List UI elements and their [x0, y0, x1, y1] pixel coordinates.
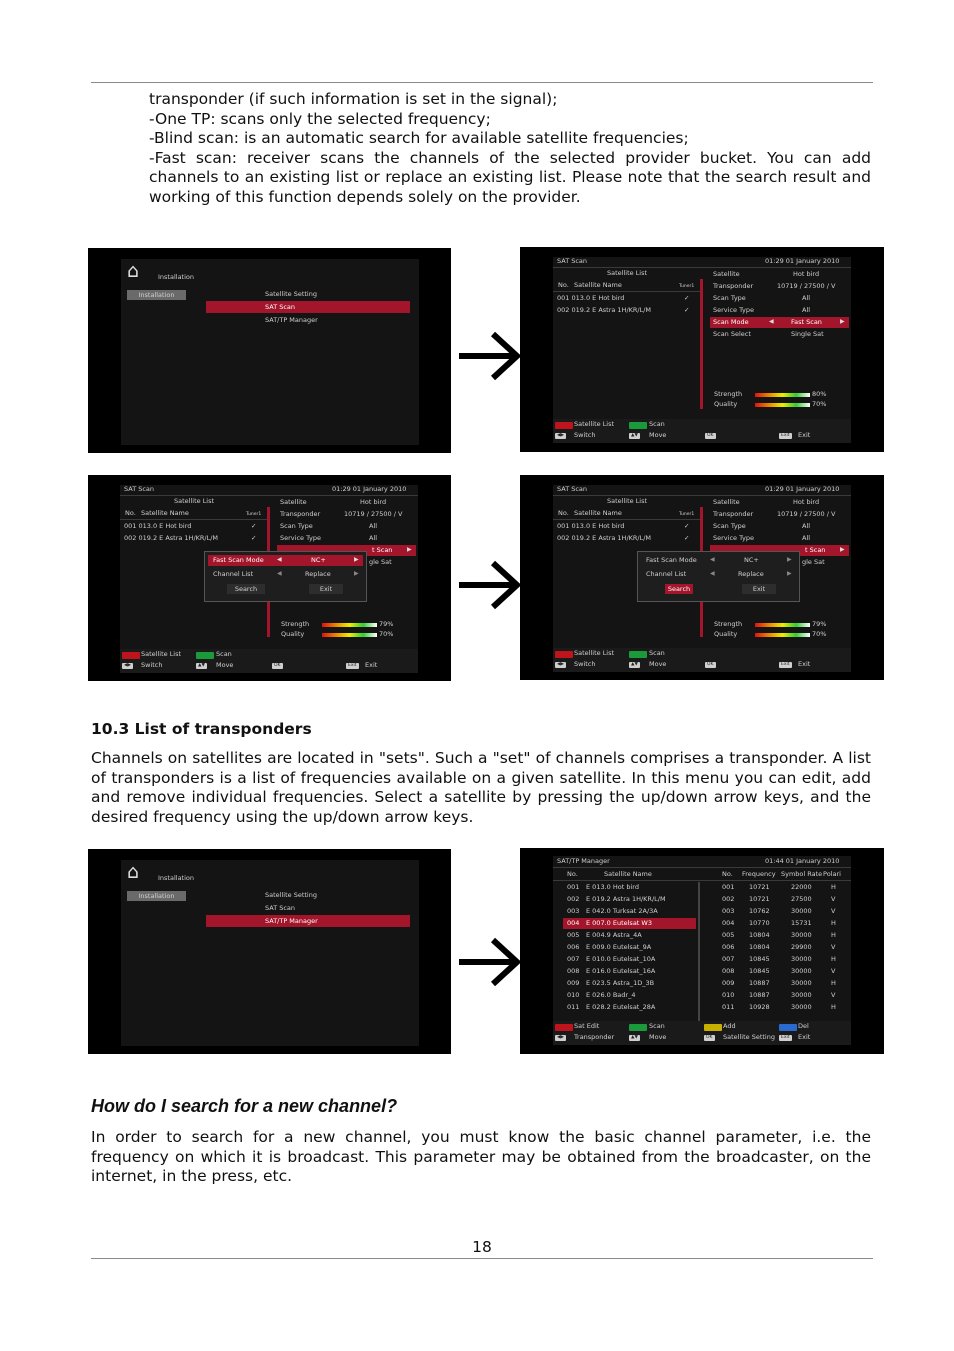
quality-value: 70% [812, 630, 827, 638]
param-satellite-key: Satellite [713, 270, 740, 278]
footer-scan: Scan [216, 650, 232, 658]
tuner-label: Tuner1 [679, 284, 695, 289]
quality-bar [755, 633, 810, 637]
tp-row-frequency[interactable]: 10887 [749, 979, 770, 987]
red-key-icon [555, 1024, 573, 1031]
col-no: No. [125, 509, 136, 517]
param-satellite-key: Satellite [280, 498, 307, 506]
param-scan-select-key: Scan Select [713, 330, 751, 338]
scan-options-text [149, 90, 871, 207]
fast-scan-dialog-screenshot-2 [520, 475, 884, 680]
dialog-search-button[interactable]: Search [227, 584, 265, 594]
tp-row-frequency[interactable]: 10928 [749, 1003, 770, 1011]
param-transponder-key: Transponder [713, 282, 754, 290]
arrow-icon [455, 330, 521, 382]
screen-datetime: 01:29 01 January 2010 [332, 485, 407, 493]
tp-row-polarity[interactable]: V [831, 895, 836, 903]
yellow-key-icon [704, 1024, 722, 1031]
satellite-row-number[interactable]: 004 [567, 919, 580, 927]
tp-row-polarity[interactable]: H [831, 883, 836, 891]
satellite-row-number[interactable]: 002 [567, 895, 580, 903]
green-key-icon [629, 651, 647, 658]
col-frequency: Frequency [742, 870, 776, 878]
fast-scan-mode-label[interactable]: Fast Scan Mode [646, 556, 697, 564]
param-satellite-value: Hot bird [793, 498, 820, 506]
screen-datetime: 01:29 01 January 2010 [765, 257, 840, 265]
col-no: No. [567, 870, 578, 878]
col-satellite-name: Satellite Name [574, 281, 622, 289]
installation-menu-screenshot-2 [88, 849, 451, 1054]
fast-scan-mode-value[interactable]: NC+ [311, 556, 326, 564]
tp-row-frequency[interactable]: 10721 [749, 883, 770, 891]
satellite-row-number[interactable]: 010 [567, 991, 580, 999]
strength-label: Strength [281, 620, 310, 628]
tp-row-frequency[interactable]: 10887 [749, 991, 770, 999]
footer-move: Move [649, 1033, 667, 1041]
tp-row-polarity[interactable]: H [831, 931, 836, 939]
satellite-row[interactable]: 001 013.0 E Hot bird [557, 522, 625, 530]
check-icon: ✓ [684, 522, 690, 530]
satellite-row-name[interactable]: E 004.9 Astra_4A [586, 931, 642, 939]
col-satellite-name: Satellite Name [574, 509, 622, 517]
satellite-row-number[interactable]: 008 [567, 967, 580, 975]
red-key-icon [555, 651, 573, 658]
footer-satellite-list: Satellite List [141, 650, 182, 658]
left-right-key-icon: ◀▶ [557, 1035, 564, 1040]
footer-move: Move [649, 431, 667, 439]
satellite-row-number[interactable]: 007 [567, 955, 580, 963]
section-heading: 10.3 List of transponders [91, 720, 312, 738]
left-arrow-icon[interactable]: ◀ [710, 570, 715, 577]
dialog-search-button[interactable]: Search [665, 584, 693, 594]
satellite-row-number[interactable]: 001 [567, 883, 580, 891]
screen-title: SAT/TP Manager [557, 857, 610, 865]
footer-switch: Switch [574, 660, 596, 668]
left-right-key-icon: ◀▶ [557, 662, 564, 667]
ok-key-chip: OK [274, 663, 281, 668]
footer-del: Del [798, 1022, 809, 1030]
green-key-icon [629, 1024, 647, 1031]
dialog-exit-button[interactable]: Exit [742, 584, 776, 594]
footer-exit: Exit [798, 431, 811, 439]
param-scan-type-key: Scan Type [280, 522, 313, 530]
tp-row-number[interactable]: 010 [722, 991, 735, 999]
fast-scan-dialog [204, 551, 367, 602]
tp-row-polarity[interactable]: V [831, 967, 836, 975]
footer-scan: Scan [649, 420, 665, 428]
satellite-row-number[interactable]: 011 [567, 1003, 580, 1011]
tp-row-frequency[interactable]: 10770 [749, 919, 770, 927]
satellite-row[interactable]: 002 019.2 E Astra 1H/KR/L/M [557, 306, 652, 314]
list-scrollbar[interactable] [700, 279, 703, 409]
up-down-key-icon: ▲▼ [631, 1035, 638, 1040]
param-transponder-value: 10719 / 27500 / V [777, 282, 836, 290]
channel-list-label[interactable]: Channel List [646, 570, 687, 578]
tuner-label: Tuner1 [246, 512, 262, 517]
param-scan-mode-key[interactable]: Scan Mode [713, 318, 749, 326]
channel-list-value[interactable]: Replace [738, 570, 764, 578]
tp-row-frequency[interactable]: 10804 [749, 943, 770, 951]
faq-heading: How do I search for a new channel? [91, 1096, 398, 1116]
footer-switch: Switch [574, 431, 596, 439]
tp-row-frequency[interactable]: 10804 [749, 931, 770, 939]
quality-label: Quality [281, 630, 305, 638]
red-key-icon [122, 652, 140, 659]
ok-key-chip: OK [707, 662, 714, 667]
partial-single-sat: gle Sat [802, 558, 825, 566]
col-no: No. [558, 509, 569, 517]
footer-scan: Scan [649, 1022, 665, 1030]
tp-row-symbol-rate[interactable]: 15731 [791, 919, 812, 927]
green-key-icon [629, 422, 647, 429]
right-arrow-icon: ▶ [840, 546, 845, 553]
param-transponder-value: 10719 / 27500 / V [344, 510, 403, 518]
text-line-1: transponder (if such information is set in the signal); [149, 90, 558, 108]
green-key-icon [196, 652, 214, 659]
footer-switch: Switch [141, 661, 163, 669]
tp-row-number[interactable]: 011 [722, 1003, 735, 1011]
param-service-type-value: All [369, 534, 378, 542]
satellite-list-title: Satellite List [174, 497, 215, 505]
side-installation-button[interactable]: Installation [127, 290, 186, 300]
tp-row-symbol-rate[interactable]: 30000 [791, 991, 812, 999]
col-polarity: Polari [823, 870, 841, 878]
menu-item-satellite-setting[interactable]: Satellite Setting [265, 290, 317, 298]
sat-tp-manager-screenshot [520, 848, 884, 1054]
tp-row-frequency[interactable]: 10845 [749, 967, 770, 975]
col-satellite-name: Satellite Name [604, 870, 652, 878]
tp-row-symbol-rate[interactable]: 30000 [791, 907, 812, 915]
left-right-key-icon: ◀▶ [124, 663, 131, 668]
exit-key-chip: Exit [348, 663, 357, 668]
text-line-4: -Fast scan: receiver scans the channels of the selected provider bucket. You can add channels to an existing list or replace an existing list. Please note that the search result and working of this function depends solely on the provider. [149, 148, 871, 206]
param-scan-select-value: Single Sat [791, 330, 824, 338]
quality-label: Quality [714, 400, 738, 408]
tp-row-symbol-rate[interactable]: 27500 [791, 895, 812, 903]
footer-scan: Scan [649, 649, 665, 657]
col-satellite-name: Satellite Name [141, 509, 189, 517]
tp-row-polarity[interactable]: H [831, 919, 836, 927]
check-icon: ✓ [251, 534, 257, 542]
strength-label: Strength [714, 390, 743, 398]
tp-row-number[interactable]: 007 [722, 955, 735, 963]
fast-scan-mode-label[interactable]: Fast Scan Mode [213, 556, 264, 564]
satellite-row-name[interactable]: E 042.0 Turksat 2A/3A [586, 907, 658, 915]
menu-title: Installation [158, 273, 195, 281]
exit-key-chip: Exit [781, 662, 790, 667]
menu-title: Installation [158, 874, 195, 882]
left-arrow-icon[interactable]: ◀ [277, 570, 282, 577]
tp-row-polarity[interactable]: V [831, 907, 836, 915]
faq-body: In order to search for a new channel, you must know the basic channel parameter, i.e. the frequency on which it is broadcast. This parameter may be obtained from the broadcaster, on the internet, in the press, etc. [91, 1128, 871, 1185]
satellite-row-name[interactable]: E 009.0 Eutelsat_9A [586, 943, 652, 951]
fast-scan-mode-value[interactable]: NC+ [744, 556, 759, 564]
quality-label: Quality [714, 630, 738, 638]
tp-row-number[interactable]: 008 [722, 967, 735, 975]
section-body: Channels on satellites are located in "sets". Such a "set" of channels comprises a transponder. A list of transponders is a list of frequencies available on a given satellite. In this menu you can edit, add and remove individual frequencies. Select a satellite by pressing the up/down arrow keys, and the desired frequency using the up/down arrow keys. [91, 749, 871, 826]
satellite-row-number[interactable]: 005 [567, 931, 580, 939]
right-arrow-icon[interactable]: ▶ [354, 556, 359, 563]
strength-label: Strength [714, 620, 743, 628]
screen-datetime: 01:29 01 January 2010 [765, 485, 840, 493]
col-tp-no: No. [722, 870, 733, 878]
bottom-rule [91, 1258, 873, 1259]
footer-satellite-setting: Satellite Setting [723, 1033, 775, 1041]
tp-row-symbol-rate[interactable]: 30000 [791, 967, 812, 975]
ok-key-chip: OK [707, 433, 714, 438]
satellite-row[interactable]: 002 019.2 E Astra 1H/KR/L/M [124, 534, 219, 542]
strength-bar [755, 623, 810, 627]
fast-scan-dialog-screenshot-1 [88, 475, 451, 681]
col-symbol-rate: Symbol Rate [781, 870, 823, 878]
tp-row-polarity[interactable]: H [831, 979, 836, 987]
tp-row-symbol-rate[interactable]: 29900 [791, 943, 812, 951]
tp-row-symbol-rate[interactable]: 30000 [791, 931, 812, 939]
left-right-key-icon: ◀▶ [557, 433, 564, 438]
menu-item-sat-tp-manager[interactable]: SAT/TP Manager [265, 917, 318, 925]
text-line-3: -Blind scan: is an automatic search for available satellite frequencies; [149, 129, 689, 147]
tp-row-frequency[interactable]: 10721 [749, 895, 770, 903]
tp-row-symbol-rate[interactable]: 30000 [791, 1003, 812, 1011]
right-arrow-icon[interactable]: ▶ [787, 570, 792, 577]
up-down-key-icon: ▲▼ [631, 662, 638, 667]
tp-row-number[interactable]: 005 [722, 931, 735, 939]
satellite-row[interactable]: 001 013.0 E Hot bird [124, 522, 192, 530]
menu-item-sat-scan[interactable]: SAT Scan [265, 904, 296, 912]
tp-row-symbol-rate[interactable]: 30000 [791, 955, 812, 963]
satellite-row-name[interactable]: E 007.0 Eutelsat W3 [586, 919, 652, 927]
param-service-type-value: All [802, 306, 811, 314]
dialog-exit-button[interactable]: Exit [309, 584, 343, 594]
satellite-row-name[interactable]: E 028.2 Eutelsat_28A [586, 1003, 656, 1011]
param-transponder-key: Transponder [713, 510, 754, 518]
footer-satellite-list: Satellite List [574, 420, 615, 428]
param-transponder-key: Transponder [280, 510, 321, 518]
param-scan-type-value: All [802, 522, 811, 530]
quality-bar [322, 633, 377, 637]
blue-key-icon [779, 1024, 797, 1031]
home-icon: ⌂ [127, 861, 140, 883]
strength-bar [755, 393, 810, 397]
strength-value: 79% [379, 620, 394, 628]
text-line-2: -One TP: scans only the selected frequency; [149, 109, 491, 128]
left-arrow-icon[interactable]: ◀ [710, 556, 715, 563]
satellite-row-number[interactable]: 009 [567, 979, 580, 987]
tp-row-polarity[interactable]: V [831, 943, 836, 951]
menu-selection-highlight [206, 301, 410, 313]
footer-move: Move [649, 660, 667, 668]
tp-row-polarity[interactable]: H [831, 955, 836, 963]
menu-item-sat-scan[interactable]: SAT Scan [265, 303, 296, 311]
footer-exit: Exit [798, 660, 811, 668]
param-scan-mode-value[interactable]: Fast Scan [791, 318, 822, 326]
footer-exit: Exit [798, 1033, 811, 1041]
satellite-list-title: Satellite List [607, 269, 648, 277]
tp-row-number[interactable]: 006 [722, 943, 735, 951]
satellite-row-name[interactable]: E 023.5 Astra_1D_3B [586, 979, 655, 987]
exit-key-chip: Exit [781, 1035, 790, 1040]
footer-move: Move [216, 661, 234, 669]
tp-row-number[interactable]: 001 [722, 883, 735, 891]
installation-menu-screenshot-1 [88, 248, 451, 453]
param-scan-type-value: All [802, 294, 811, 302]
param-transponder-value: 10719 / 27500 / V [777, 510, 836, 518]
tp-row-number[interactable]: 009 [722, 979, 735, 987]
partial-fast-scan: t Scan [805, 546, 826, 554]
menu-item-satellite-setting[interactable]: Satellite Setting [265, 891, 317, 899]
tp-row-number[interactable]: 002 [722, 895, 735, 903]
tp-row-polarity[interactable]: V [831, 991, 836, 999]
tp-row-symbol-rate[interactable]: 30000 [791, 979, 812, 987]
satellite-row-name[interactable]: E 026.0 Badr_4 [586, 991, 636, 999]
fast-scan-dialog [637, 551, 800, 602]
satellite-list-scrollbar[interactable] [698, 882, 700, 1028]
partial-single-sat: gle Sat [369, 558, 392, 566]
satellite-list-title: Satellite List [607, 497, 648, 505]
param-service-type-value: All [802, 534, 811, 542]
up-down-key-icon: ▲▼ [631, 433, 638, 438]
satellite-row-number[interactable]: 006 [567, 943, 580, 951]
quality-bar [755, 403, 810, 407]
arrow-icon [455, 559, 521, 611]
sat-scan-screenshot-1 [520, 247, 884, 452]
param-satellite-value: Hot bird [793, 270, 820, 278]
page-number: 18 [472, 1238, 492, 1256]
arrow-icon [455, 936, 521, 988]
check-icon: ✓ [684, 534, 690, 542]
menu-item-sat-tp-manager[interactable]: SAT/TP Manager [265, 316, 318, 324]
param-satellite-key: Satellite [713, 498, 740, 506]
screen-title: SAT Scan [557, 257, 588, 265]
exit-key-chip: Exit [781, 433, 790, 438]
col-no: No. [558, 281, 569, 289]
check-icon: ✓ [684, 294, 690, 302]
right-arrow-icon[interactable]: ▶ [840, 318, 845, 325]
satellite-row-name[interactable]: E 016.0 Eutelsat_16A [586, 967, 656, 975]
quality-value: 70% [379, 630, 394, 638]
left-arrow-icon[interactable]: ◀ [769, 318, 774, 325]
tp-row-frequency[interactable]: 10762 [749, 907, 770, 915]
footer-satellite-list: Satellite List [574, 649, 615, 657]
param-scan-type-value: All [369, 522, 378, 530]
tp-row-frequency[interactable]: 10845 [749, 955, 770, 963]
satellite-row-name[interactable]: E 010.0 Eutelsat_10A [586, 955, 656, 963]
strength-bar [322, 623, 377, 627]
right-arrow-icon[interactable]: ▶ [354, 570, 359, 577]
param-scan-type-key: Scan Type [713, 522, 746, 530]
satellite-row-number[interactable]: 003 [567, 907, 580, 915]
param-scan-type-key: Scan Type [713, 294, 746, 302]
tp-row-number[interactable]: 004 [722, 919, 735, 927]
channel-list-value[interactable]: Replace [305, 570, 331, 578]
top-rule [91, 82, 873, 83]
up-down-key-icon: ▲▼ [198, 663, 205, 668]
ok-key-chip: OK [706, 1035, 713, 1040]
strength-value: 80% [812, 390, 827, 398]
home-icon: ⌂ [127, 260, 140, 282]
param-service-type-key: Service Type [713, 534, 755, 542]
left-arrow-icon[interactable]: ◀ [277, 556, 282, 563]
quality-value: 70% [812, 400, 827, 408]
satellite-row[interactable]: 002 019.2 E Astra 1H/KR/L/M [557, 534, 652, 542]
satellite-row[interactable]: 001 013.0 E Hot bird [557, 294, 625, 302]
satellite-row-name[interactable]: E 013.0 Hot bird [586, 883, 639, 891]
param-service-type-key: Service Type [280, 534, 322, 542]
tp-row-symbol-rate[interactable]: 22000 [791, 883, 812, 891]
check-icon: ✓ [251, 522, 257, 530]
tuner-label: Tuner1 [679, 512, 695, 517]
side-installation-button[interactable]: Installation [127, 891, 186, 901]
right-arrow-icon: ▶ [407, 546, 412, 553]
param-service-type-key: Service Type [713, 306, 755, 314]
footer-add: Add [723, 1022, 736, 1030]
red-key-icon [555, 422, 573, 429]
footer-sat-edit: Sat Edit [574, 1022, 600, 1030]
footer-transponder: Transponder [574, 1033, 615, 1041]
partial-fast-scan: t Scan [372, 546, 393, 554]
footer-exit: Exit [365, 661, 378, 669]
satellite-row-name[interactable]: E 019.2 Astra 1H/KR/L/M [586, 895, 666, 903]
param-satellite-value: Hot bird [360, 498, 387, 506]
check-icon: ✓ [684, 306, 690, 314]
right-arrow-icon[interactable]: ▶ [787, 556, 792, 563]
tp-row-number[interactable]: 003 [722, 907, 735, 915]
screen-title: SAT Scan [124, 485, 155, 493]
screen-datetime: 01:44 01 January 2010 [765, 857, 840, 865]
channel-list-label[interactable]: Channel List [213, 570, 254, 578]
screen-title: SAT Scan [557, 485, 588, 493]
strength-value: 79% [812, 620, 827, 628]
tp-row-polarity[interactable]: H [831, 1003, 836, 1011]
